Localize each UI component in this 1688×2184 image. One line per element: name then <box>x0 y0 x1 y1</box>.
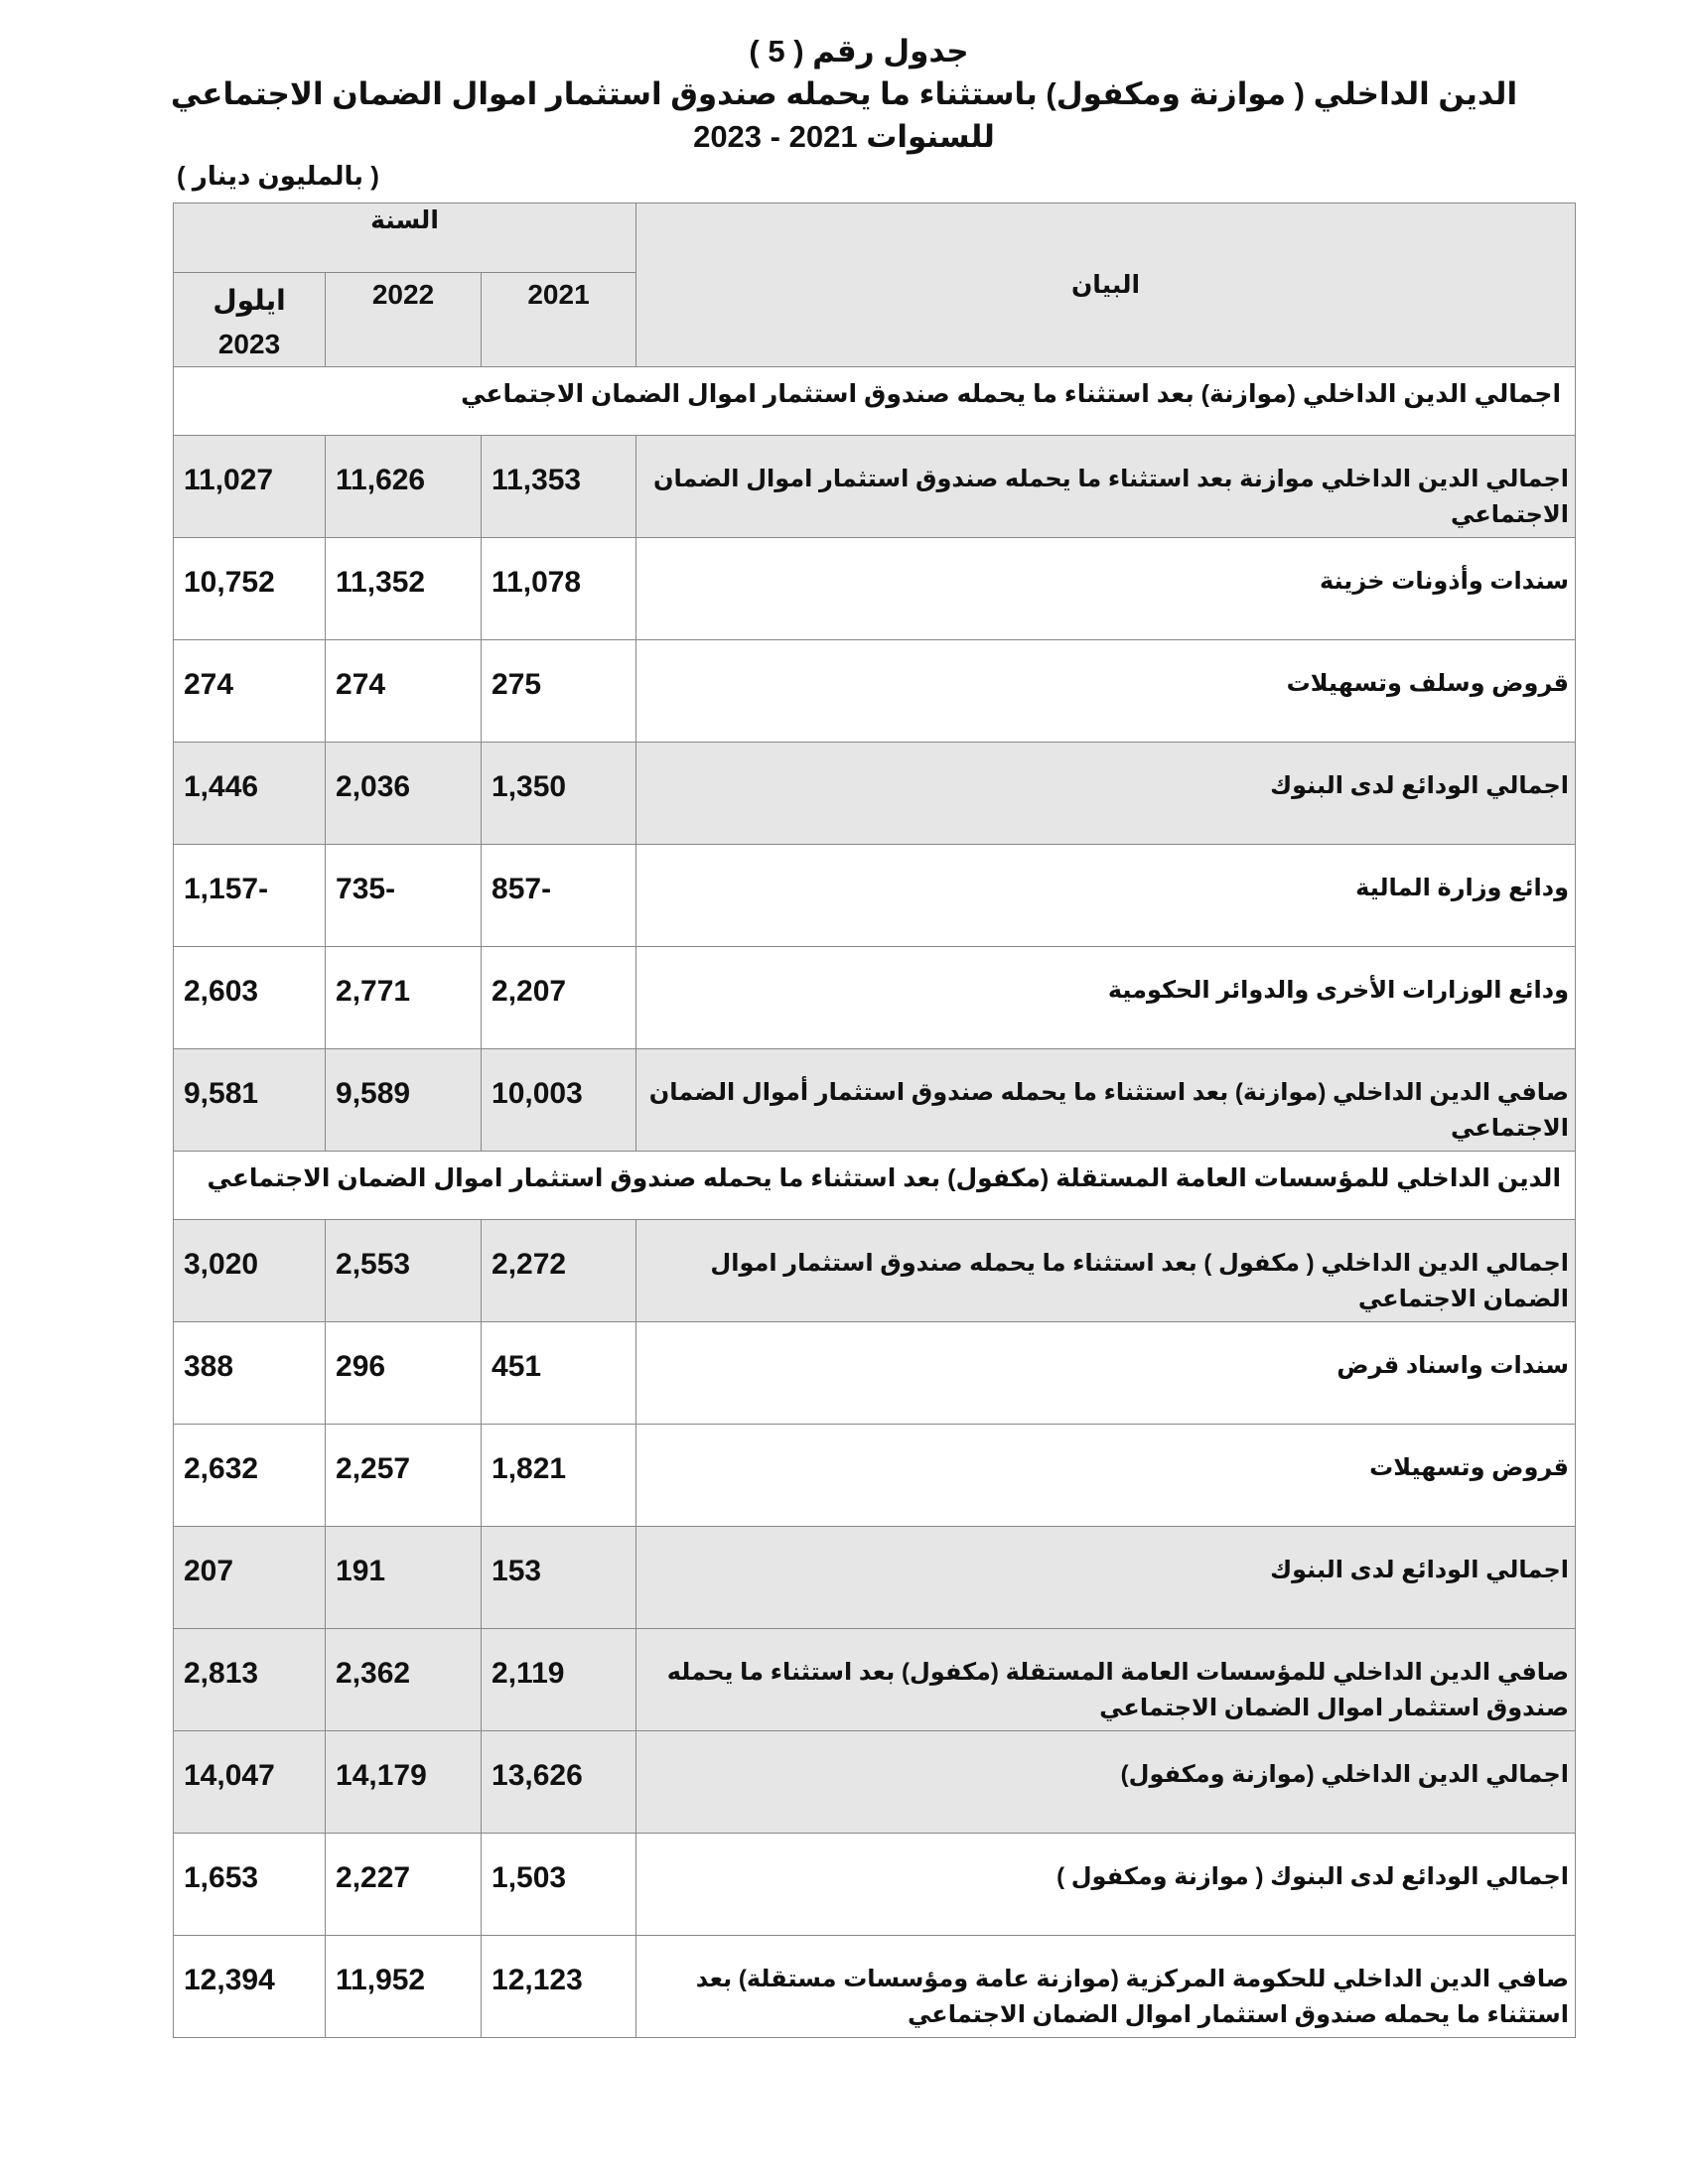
row-label: اجمالي الدين الداخلي (موازنة ومكفول) <box>636 1731 1576 1834</box>
section-header <box>174 367 1576 436</box>
value-2023: 1,653 <box>174 1834 326 1936</box>
table-row <box>174 1049 1576 1152</box>
value-2021: 11,078 <box>482 538 636 640</box>
value-2023: 207 <box>174 1527 326 1629</box>
value-2022: 191 <box>326 1527 482 1629</box>
value-2023: 2,813 <box>174 1629 326 1731</box>
row-label: سندات وأذونات خزينة <box>636 538 1576 640</box>
section-title: الدين الداخلي للمؤسسات العامة المستقلة (مكفول) بعد استثناء ما يحمله صندوق استثمار اموال الضمان الاجتماعي <box>174 1152 1576 1220</box>
value-2022: 2,553 <box>326 1220 482 1322</box>
value-2022: 14,179 <box>326 1731 482 1834</box>
value-2021: 11,353 <box>482 436 636 538</box>
value-2023: 14,047 <box>174 1731 326 1834</box>
table-number: جدول رقم ( 5 ) <box>749 34 969 68</box>
value-2021: 275 <box>482 640 636 743</box>
value-2022: 9,589 <box>326 1049 482 1152</box>
value-2023: 11,027 <box>174 436 326 538</box>
value-2023: 12,394 <box>174 1936 326 2038</box>
row-label: قروض وتسهيلات <box>636 1425 1576 1527</box>
value-2022: 735- <box>326 845 482 947</box>
header-2022: 2022 <box>326 273 482 367</box>
value-2022: 274 <box>326 640 482 743</box>
table-row <box>174 1834 1576 1936</box>
debt-table <box>173 203 1576 2038</box>
header-2023-month: ايلول <box>212 285 286 316</box>
row-label: اجمالي الدين الداخلي موازنة بعد استثناء ما يحمله صندوق استثمار اموال الضمان الاجتماعي <box>636 436 1576 538</box>
table-row <box>174 640 1576 743</box>
value-2023: 274 <box>174 640 326 743</box>
value-2021: 451 <box>482 1322 636 1425</box>
value-2022: 2,036 <box>326 743 482 845</box>
value-2023: 2,632 <box>174 1425 326 1527</box>
value-2021: 2,272 <box>482 1220 636 1322</box>
row-label: ودائع وزارة المالية <box>636 845 1576 947</box>
table-row <box>174 1425 1576 1527</box>
value-2021: 153 <box>482 1527 636 1629</box>
value-2022: 11,626 <box>326 436 482 538</box>
value-2021: 857- <box>482 845 636 947</box>
section-title: اجمالي الدين الداخلي (موازنة) بعد استثناء ما يحمله صندوق استثمار اموال الضمان الاجتماعي <box>174 367 1576 436</box>
value-2021: 12,123 <box>482 1936 636 2038</box>
value-2021: 10,003 <box>482 1049 636 1152</box>
header-2023 <box>174 273 326 367</box>
value-2023: 9,581 <box>174 1049 326 1152</box>
table-row <box>174 538 1576 640</box>
row-label: اجمالي الودائع لدى البنوك <box>636 1527 1576 1629</box>
row-label: صافي الدين الداخلي للحكومة المركزية (موازنة عامة ومؤسسات مستقلة) بعد استثناء ما يحمله صندوق استثمار اموال الضمان الاجتماعي <box>636 1936 1576 2038</box>
value-2021: 2,207 <box>482 947 636 1049</box>
table-row <box>174 436 1576 538</box>
value-2023: 1,446 <box>174 743 326 845</box>
table-row <box>174 743 1576 845</box>
table-years: للسنوات 2021 - 2023 <box>693 119 995 154</box>
value-2021: 1,350 <box>482 743 636 845</box>
value-2022: 2,227 <box>326 1834 482 1936</box>
document-title <box>0 30 1688 159</box>
header-item: البيان <box>636 204 1576 367</box>
value-2022: 296 <box>326 1322 482 1425</box>
value-2023: 1,157- <box>174 845 326 947</box>
table-row <box>174 1220 1576 1322</box>
row-label: سندات واسناد قرض <box>636 1322 1576 1425</box>
unit-label: ( بالمليون دينار ) <box>177 161 379 191</box>
value-2022: 2,771 <box>326 947 482 1049</box>
table-row <box>174 1629 1576 1731</box>
value-2022: 11,952 <box>326 1936 482 2038</box>
row-label: اجمالي الودائع لدى البنوك <box>636 743 1576 845</box>
value-2023: 10,752 <box>174 538 326 640</box>
value-2023: 3,020 <box>174 1220 326 1322</box>
header-2023-year: 2023 <box>217 329 281 359</box>
value-2023: 2,603 <box>174 947 326 1049</box>
table-row <box>174 1731 1576 1834</box>
table-row <box>174 1527 1576 1629</box>
value-2021: 13,626 <box>482 1731 636 1834</box>
value-2021: 1,821 <box>482 1425 636 1527</box>
table-row <box>174 1936 1576 2038</box>
value-2021: 2,119 <box>482 1629 636 1731</box>
section-header <box>174 1152 1576 1220</box>
table-title: الدين الداخلي ( موازنة ومكفول) باستثناء ما يحمله صندوق استثمار اموال الضمان الاجتماعي <box>170 76 1518 111</box>
table-row <box>174 1322 1576 1425</box>
row-label: اجمالي الدين الداخلي ( مكفول ) بعد استثناء ما يحمله صندوق استثمار اموال الضمان الاجتماعي <box>636 1220 1576 1322</box>
header-year-group: السنة <box>174 204 636 273</box>
table-row <box>174 845 1576 947</box>
value-2022: 2,257 <box>326 1425 482 1527</box>
header-2021: 2021 <box>482 273 636 367</box>
value-2023: 388 <box>174 1322 326 1425</box>
table-row <box>174 947 1576 1049</box>
row-label: ودائع الوزارات الأخرى والدوائر الحكومية <box>636 947 1576 1049</box>
value-2022: 2,362 <box>326 1629 482 1731</box>
value-2022: 11,352 <box>326 538 482 640</box>
row-label: اجمالي الودائع لدى البنوك ( موازنة ومكفول ) <box>636 1834 1576 1936</box>
row-label: قروض وسلف وتسهيلات <box>636 640 1576 743</box>
value-2021: 1,503 <box>482 1834 636 1936</box>
row-label: صافي الدين الداخلي للمؤسسات العامة المستقلة (مكفول) بعد استثناء ما يحمله صندوق استثمار اموال الضمان الاجتماعي <box>636 1629 1576 1731</box>
row-label: صافي الدين الداخلي (موازنة) بعد استثناء ما يحمله صندوق استثمار أموال الضمان الاجتماعي <box>636 1049 1576 1152</box>
